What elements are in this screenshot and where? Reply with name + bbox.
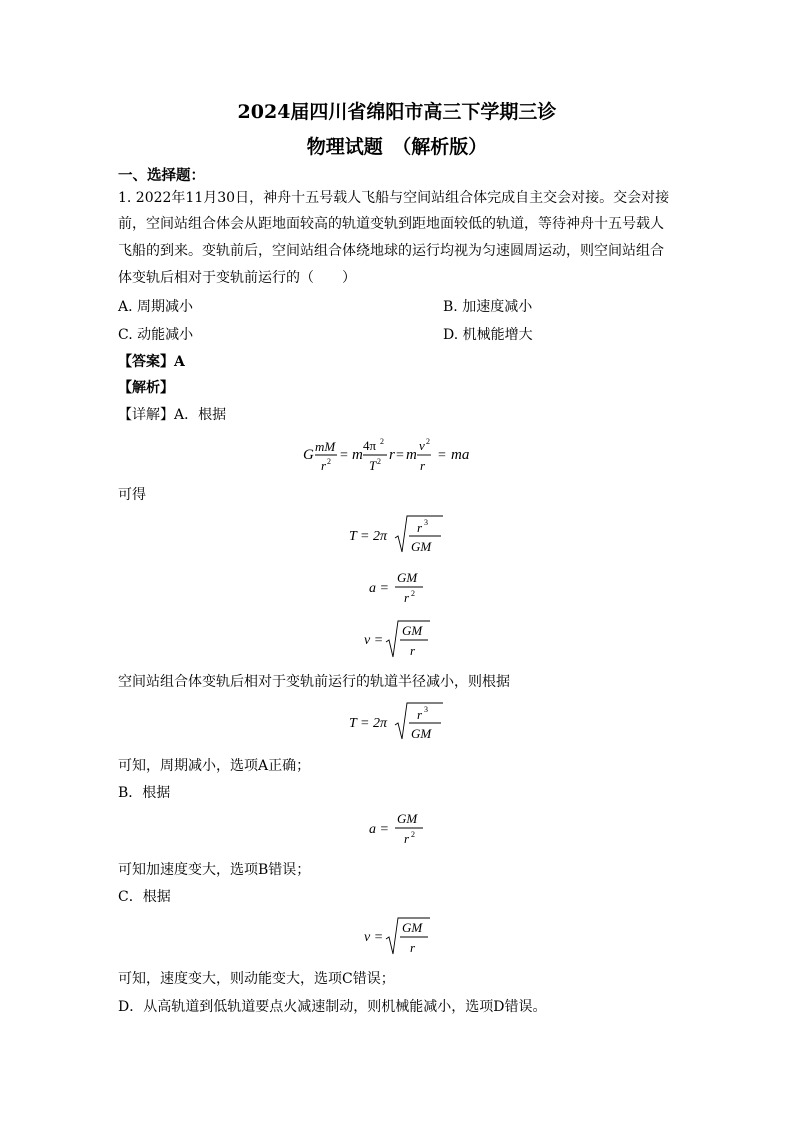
eq1-mM: mM (315, 439, 336, 454)
eq1-equals-1: = (340, 448, 348, 463)
answer-label: 【答案】A (118, 354, 185, 370)
speed2-den: r (410, 940, 416, 955)
document-title-line2: 物理试题 （解析版） (306, 136, 488, 158)
eq1-4pi-exp: 2 (380, 437, 384, 446)
eq1-r: r (321, 458, 327, 473)
accel1-den: r (404, 590, 410, 605)
accel2-den: r (404, 831, 410, 846)
eq1-equals-3: = (438, 448, 446, 463)
period1-exp: 3 (424, 518, 428, 527)
option-b: B. 加速度减小 (443, 299, 533, 315)
speed1-num: GM (402, 623, 423, 638)
text-c-basis: C．根据 (118, 889, 171, 905)
text-a-conclusion: 可知，周期减小，选项A正确； (118, 758, 311, 774)
accel1-exp: 2 (411, 589, 415, 598)
equation-period-1 (0, 510, 794, 558)
eq1-v: v (419, 438, 425, 453)
period1-num: r (417, 520, 423, 535)
question-line-2: 前，空间站组合体会从距地面较高的轨道变轨到距地面较低的轨道，等待神舟十五号载人 (118, 216, 664, 232)
text-b-conclusion: 可知加速度变大，选项B错误； (118, 862, 311, 878)
equation-accel-1 (0, 565, 794, 609)
eq1-G: G (303, 447, 314, 463)
question-line-4: 体变轨后相对于变轨前运行的（ ） (118, 270, 356, 286)
accel2-exp: 2 (411, 830, 415, 839)
equation-speed-2 (0, 912, 794, 960)
text-kede: 可得 (118, 487, 146, 503)
text-c-conclusion: 可知，速度变大，则动能变大，选项C错误； (118, 971, 395, 987)
equation-accel-2 (0, 806, 794, 850)
speed1-lhs: v = (364, 633, 384, 648)
accel1-lhs: a = (369, 581, 389, 596)
period1-lhs: T = 2π (349, 529, 387, 544)
period2-exp: 3 (424, 705, 428, 714)
detail-label: 【详解】A．根据 (118, 407, 227, 423)
period1-den: GM (411, 539, 432, 554)
text-b-basis: B．根据 (118, 785, 171, 801)
equation-gravity-balance (0, 432, 794, 478)
question-line-1: 1. 2022年11月30日，神舟十五号载人飞船与空间站组合体完成自主交会对接。交会对接 (118, 190, 670, 206)
eq1-T: T (369, 458, 377, 473)
option-a: A. 周期减小 (118, 299, 194, 315)
speed2-lhs: v = (364, 930, 384, 945)
eq1-v-exp: 2 (426, 437, 430, 446)
document-title-line1: 2024届四川省绵阳市高三下学期三诊 (237, 101, 557, 123)
equation-speed-1 (0, 615, 794, 663)
equation-period-2 (0, 697, 794, 745)
period2-den: GM (411, 726, 432, 741)
speed2-num: GM (402, 920, 423, 935)
question-line-3: 飞船的到来。变轨前后，空间站组合体绕地球的运行均视为匀速圆周运动，则空间站组合 (118, 243, 664, 259)
option-c: C. 动能减小 (118, 327, 194, 343)
eq1-4pi: 4π (363, 438, 377, 453)
analysis-label: 【解析】 (118, 380, 174, 396)
accel2-num: GM (397, 811, 418, 826)
accel2-lhs: a = (369, 822, 389, 837)
eq1-m-2: m (406, 447, 417, 463)
eq1-r-mid: r (389, 447, 395, 463)
eq1-ma: ma (451, 447, 470, 463)
period2-lhs: T = 2π (349, 716, 387, 731)
option-d: D. 机械能增大 (443, 327, 533, 343)
eq1-T-exp: 2 (377, 457, 381, 466)
eq1-r-den: r (420, 458, 426, 473)
eq1-m-1: m (352, 447, 363, 463)
speed1-den: r (410, 643, 416, 658)
text-d-explanation: D．从高轨道到低轨道要点火减速制动，则机械能减小，选项D错误。 (118, 999, 547, 1015)
accel1-num: GM (397, 570, 418, 585)
section-heading: 一、选择题： (118, 167, 205, 184)
period2-num: r (417, 707, 423, 722)
text-orbit-radius: 空间站组合体变轨后相对于变轨前运行的轨道半径减小，则根据 (118, 674, 510, 690)
eq1-r-exp: 2 (327, 457, 331, 466)
eq1-equals-2: = (396, 448, 404, 463)
